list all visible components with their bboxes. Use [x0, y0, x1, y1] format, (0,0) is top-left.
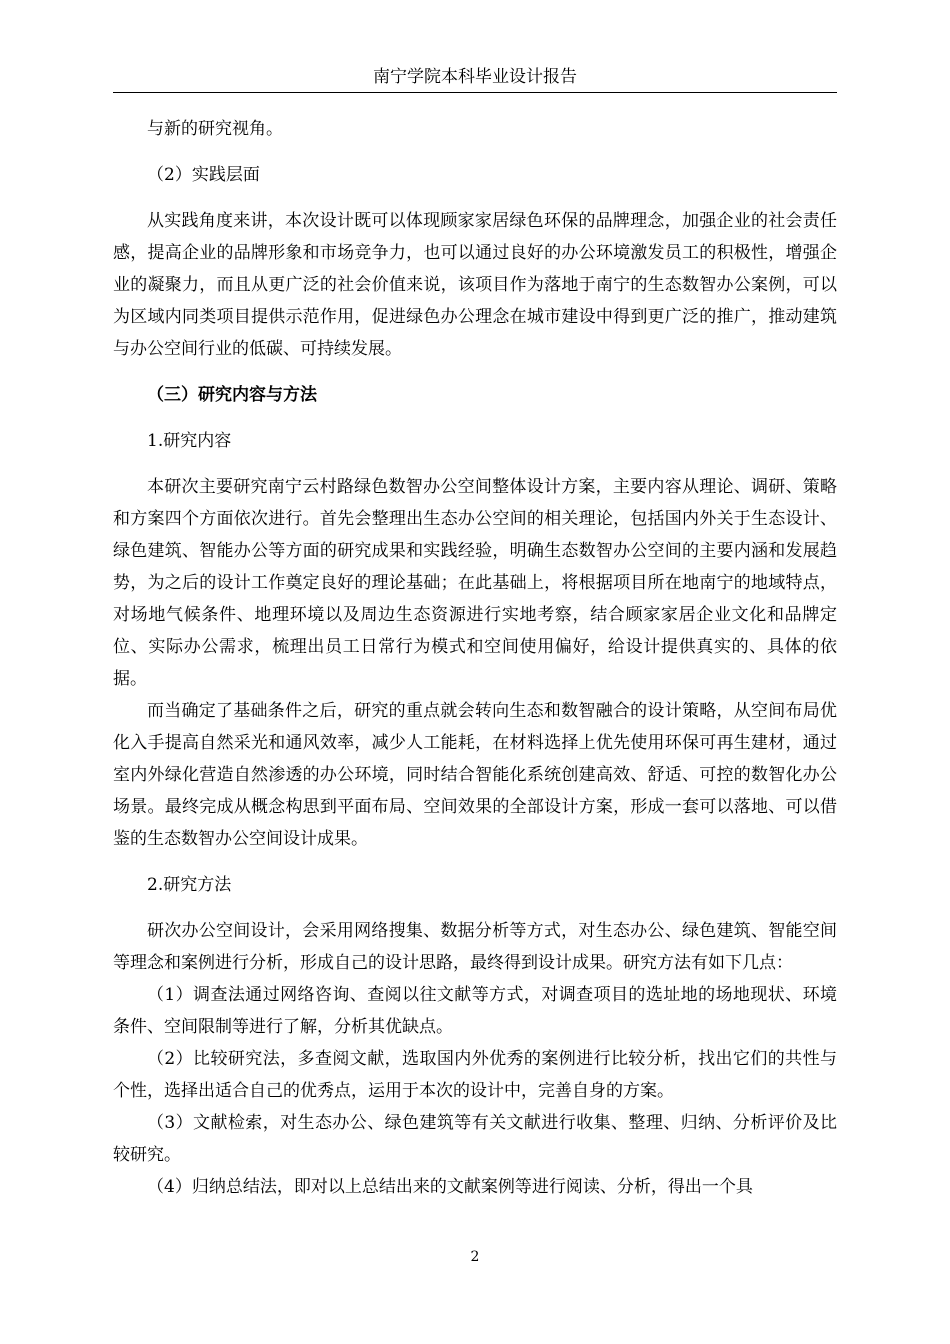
document-body — [113, 113, 837, 1203]
page-header-title: 南宁学院本科毕业设计报告 — [373, 67, 577, 87]
section-heading-research-content-method: （三）研究内容与方法 — [147, 385, 317, 405]
subheading-practice-level: （2）实践层面 — [147, 165, 260, 185]
subheading-research-content: 1.研究内容 — [147, 431, 232, 451]
subheading-research-method: 2.研究方法 — [147, 875, 232, 895]
list-item-literature-search: （3）文献检索，对生态办公、绿色建筑等有关文献进行收集、整理、归纳、分析评价及比较研究。 — [113, 1113, 837, 1165]
paragraph-research-content-1: 本研次主要研究南宁云村路绿色数智办公空间整体设计方案，主要内容从理论、调研、策略和方案四个方面依次进行。首先会整理出生态办公空间的相关理论，包括国内外关于生态设计、绿色建筑、智能办公等方面的研究成果和实践经验，明确生态数智办公空间的主要内涵和发展趋势，为之后的设计工作奠定良好的理论基础；在此基础上，将根据项目所在地南宁的地域特点，对场地气候条件、地理环境以及周边生态资源进行实地考察，结合顾家家居企业文化和品牌定位、实际办公需求，梳理出员工日常行为模式和空间使用偏好，给设计提供真实的、具体的依据。 — [113, 477, 837, 689]
header-divider — [113, 92, 837, 93]
list-item-comparative-method: （2）比较研究法，多查阅文献，选取国内外优秀的案例进行比较分析，找出它们的共性与个性，选择出适合自己的优秀点，运用于本次的设计中，完善自身的方案。 — [113, 1049, 837, 1101]
paragraph-practice: 从实践角度来讲，本次设计既可以体现顾家家居绿色环保的品牌理念，加强企业的社会责任感，提高企业的品牌形象和市场竞争力，也可以通过良好的办公环境激发员工的积极性，增强企业的凝聚力，而且从更广泛的社会价值来说，该项目作为落地于南宁的生态数智办公案例，可以为区域内同类项目提供示范作用，促进绿色办公理念在城市建设中得到更广泛的推广，推动建筑与办公空间行业的低碳、可持续发展。 — [113, 211, 837, 359]
paragraph-research-content-2: 而当确定了基础条件之后，研究的重点就会转向生态和数智融合的设计策略，从空间布局优化入手提高自然采光和通风效率，减少人工能耗，在材料选择上优先使用环保可再生建材，通过室内外绿化营造自然渗透的办公环境，同时结合智能化系统创建高效、舒适、可控的数智化办公场景。最终完成从概念构思到平面布局、空间效果的全部设计方案，形成一套可以落地、可以借鉴的生态数智办公空间设计成果。 — [113, 701, 837, 849]
page-number: 2 — [470, 1249, 480, 1265]
paragraph-research-method-intro: 研次办公空间设计，会采用网络搜集、数据分析等方式，对生态办公、绿色建筑、智能空间等理念和案例进行分析，形成自己的设计思路，最终得到设计成果。研究方法有如下几点： — [113, 921, 837, 973]
paragraph-continuation: 与新的研究视角。 — [147, 119, 283, 139]
list-item-induction-method: （4）归纳总结法，即对以上总结出来的文献案例等进行阅读、分析，得出一个具 — [147, 1177, 753, 1197]
list-item-survey-method: （1）调查法通过网络咨询、查阅以往文献等方式，对调查项目的选址地的场地现状、环境条件、空间限制等进行了解，分析其优缺点。 — [113, 985, 837, 1037]
